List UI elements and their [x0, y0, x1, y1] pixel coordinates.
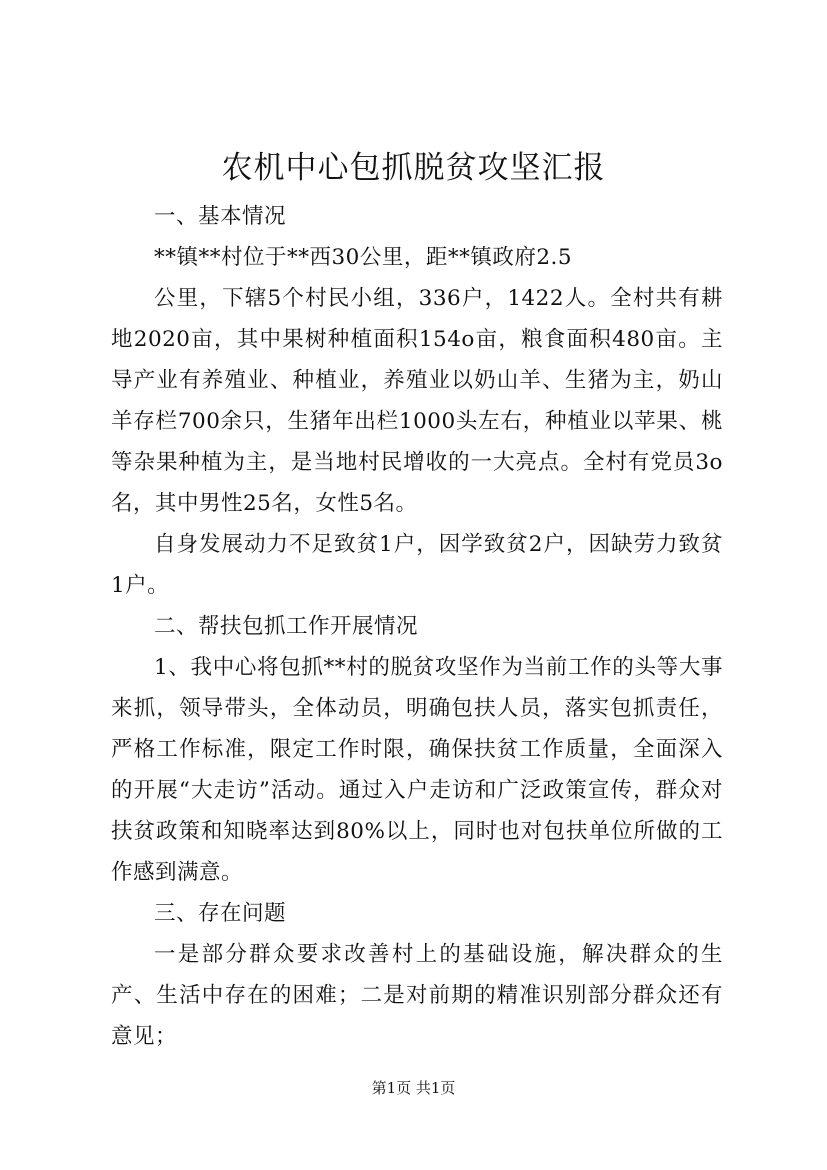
- document-title: 农机中心包抓脱贫攻坚汇报: [221, 150, 606, 186]
- section-heading-assistance-work: 二、帮扶包抓工作开展情况: [154, 614, 419, 639]
- paragraph-poverty-causes: 自身发展动力不足致贫1户，因学致贫2户，因缺劳力致贫1户。: [111, 532, 723, 598]
- paragraph-village-overview: 公里，下辖5个村民小组，336户，1422人。全村共有耕地2020亩，其中果树种植面积154o亩，粮食面积480亩。主导产业有养殖业、种植业，养殖业以奶山羊、生猪为主，奶山羊存栏700余只，生猪年出栏1000头左右，种植业以苹果、桃等杂果种植为主，是当地村民增收的一大亮点。全村有党员3o名，其中男性25名，女性5名。: [111, 286, 723, 516]
- paragraph-problems: 一是部分群众要求改善村上的基础设施，解决群众的生产、生活中存在的困难；二是对前期的精准识别部分群众还有意见；: [111, 942, 723, 1049]
- paragraph-assistance-work: 1、我中心将包抓**村的脱贫攻坚作为当前工作的头等大事来抓，领导带头，全体动员，明确包扶人员，落实包抓责任，严格工作标准，限定工作时限，确保扶贫工作质量，全面深入的开展“大走访”活动。通过入户走访和广泛政策宣传，群众对扶贫政策和知晓率达到80%以上，同时也对包扶单位所做的工作感到满意。: [111, 655, 723, 885]
- document-body: [111, 196, 723, 1057]
- section-heading-problems: 三、存在问题: [154, 901, 287, 926]
- section-heading-basic-info: 一、基本情况: [154, 204, 287, 229]
- paragraph-location: **镇**村位于**西30公里，距**镇政府2.5: [154, 245, 573, 270]
- page-footer: 第1页 共1页: [371, 1079, 456, 1097]
